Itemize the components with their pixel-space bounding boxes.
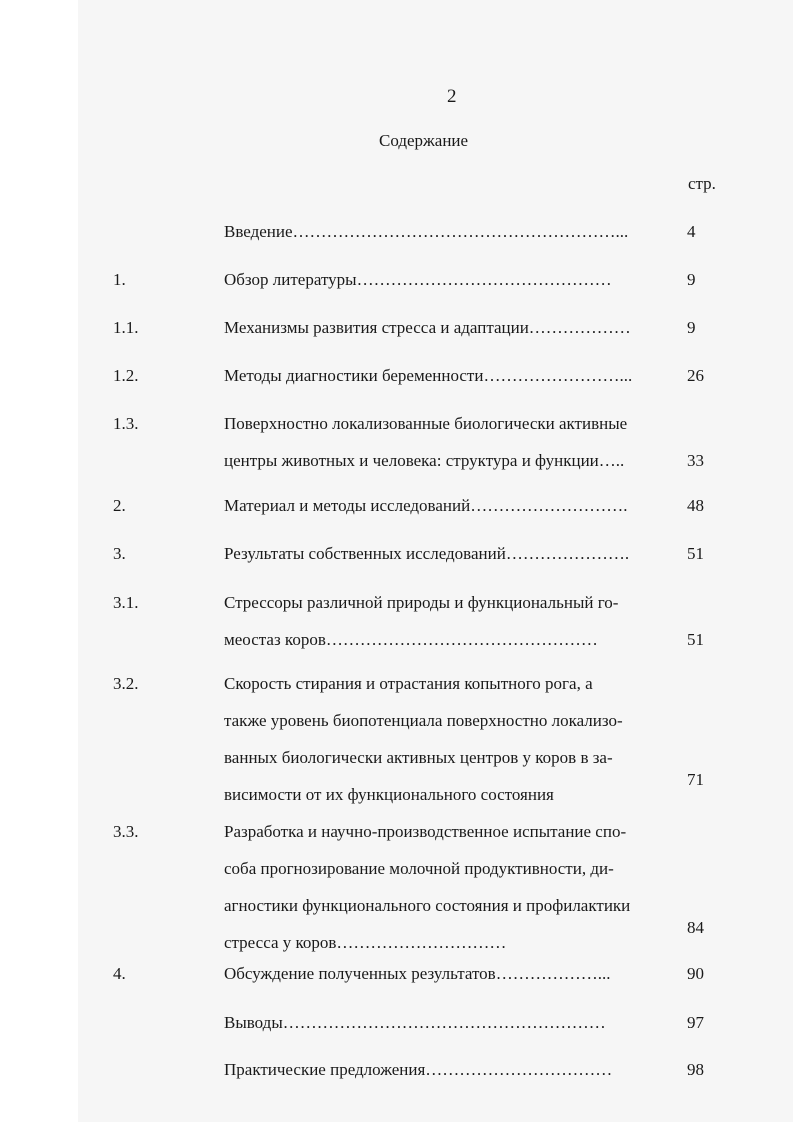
toc-entry-page: 4 [687, 222, 696, 241]
toc-entry-title [224, 665, 669, 813]
toc-entry-line: центры животных и человека: структура и функции….. [224, 451, 625, 470]
toc-entry-line: Введение…………………………………………………... [224, 222, 629, 241]
toc-entry-number: 4. [113, 964, 126, 983]
toc-entry-number: 1.2. [113, 366, 139, 385]
page-column-label: стр. [688, 174, 716, 193]
toc-entry-page: 9 [687, 270, 696, 289]
toc-entry-title [224, 261, 669, 298]
toc-entry-number: 2. [113, 496, 126, 515]
toc-entry-line: висимости от их функционального состояния [224, 785, 554, 804]
toc-entry-line: Механизмы развития стресса и адаптации……………… [224, 318, 631, 337]
toc-entry-page: 51 [687, 544, 704, 563]
toc-entry-page: 97 [687, 1013, 704, 1032]
toc-entry-page: 48 [687, 496, 704, 515]
toc-entry-line: Практические предложения…………………………… [224, 1060, 613, 1079]
toc-entry-title [224, 357, 669, 394]
toc-entry-line: соба прогнозирование молочной продуктивности, ди- [224, 859, 614, 878]
toc-entry-page: 9 [687, 318, 696, 337]
toc-entry-number: 1.3. [113, 414, 139, 433]
toc-entry-number: 1.1. [113, 318, 139, 337]
toc-entry-title [224, 813, 669, 961]
toc-entry-page: 84 [687, 918, 704, 937]
toc-entry-line: меостаз коров………………………………………… [224, 630, 598, 649]
toc-entry-title [224, 487, 669, 524]
toc-entry-page: 98 [687, 1060, 704, 1079]
toc-entry-line: ванных биологически активных центров у коров в за- [224, 748, 613, 767]
toc-entry-line: Методы диагностики беременности……………………... [224, 366, 633, 385]
toc-entry-title [224, 584, 669, 658]
toc-entry-line: Стрессоры различной природы и функциональный го- [224, 593, 619, 612]
toc-entry-line: агностики функционального состояния и профилактики [224, 896, 631, 915]
toc-entry-title [224, 1051, 669, 1088]
toc-entry-number: 3. [113, 544, 126, 563]
page-title: Содержание [379, 131, 469, 150]
toc-entry-line: Результаты собственных исследований…………………. [224, 544, 630, 563]
toc-entry-line: стресса у коров………………………… [224, 933, 507, 952]
toc-entry-page: 26 [687, 366, 704, 385]
toc-entry-number: 1. [113, 270, 126, 289]
toc-entry-line: Поверхностно локализованные биологически активные [224, 414, 628, 433]
toc-entry-page: 33 [687, 451, 704, 470]
toc-entry-title [224, 955, 669, 992]
toc-entry-title [224, 1004, 669, 1041]
toc-entry-title [224, 213, 669, 250]
toc-entry-number: 3.3. [113, 822, 139, 841]
page-number: 2 [447, 86, 457, 107]
toc-entry-number: 3.2. [113, 674, 139, 693]
toc-entry-line: Материал и методы исследований………………………. [224, 496, 628, 515]
toc-entry-title [224, 535, 669, 572]
toc-entry-line: Обзор литературы……………………………………… [224, 270, 612, 289]
toc-entry-line: Обсуждение полученных результатов………………... [224, 964, 611, 983]
toc-entry-page: 90 [687, 964, 704, 983]
toc-entry-page: 51 [687, 630, 704, 649]
toc-entry-title [224, 309, 669, 346]
toc-entry-page: 71 [687, 770, 704, 789]
toc-entry-line: также уровень биопотенциала поверхностно локализо- [224, 711, 623, 730]
toc-entry-line: Разработка и научно-производственное испытание спо- [224, 822, 627, 841]
toc-entry-number: 3.1. [113, 593, 139, 612]
toc-entry-line: Скорость стирания и отрастания копытного рога, а [224, 674, 593, 693]
toc-entry-line: Выводы………………………………………………… [224, 1013, 606, 1032]
toc-entry-title [224, 405, 669, 479]
